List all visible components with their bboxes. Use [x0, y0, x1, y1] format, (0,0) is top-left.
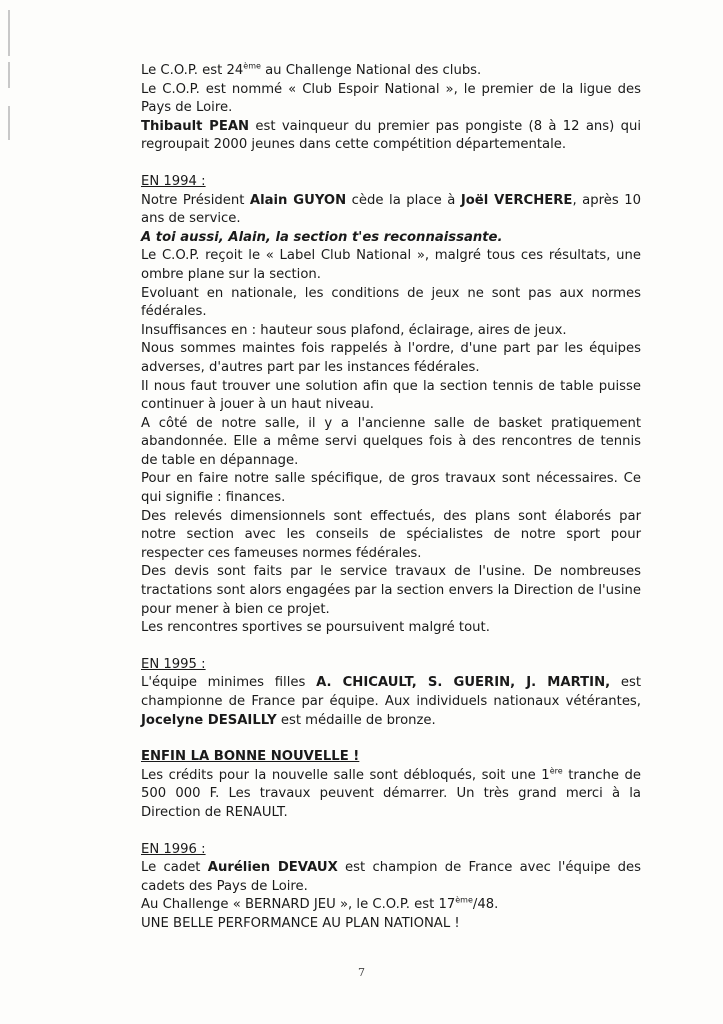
paragraph	[141, 859, 641, 896]
paragraph: Des devis sont faits par le service travaux de l'usine. De nombreuses tractations sont alors engagées par la section envers la Direction de l'usine pour mener à bien ce projet.	[141, 564, 641, 617]
person-name: Jocelyne DESAILLY	[141, 712, 277, 728]
section-title-bonne-nouvelle: ENFIN LA BONNE NOUVELLE !	[141, 749, 360, 765]
paragraph	[141, 674, 641, 730]
scan-edge-mark	[8, 62, 10, 88]
intro-line-1	[141, 62, 641, 81]
intro-line-2: Le C.O.P. est nommé « Club Espoir National », le premier de la ligue des Pays de Loire.	[141, 81, 641, 116]
section-title-1995: EN 1995 :	[141, 656, 206, 672]
closing-line: UNE BELLE PERFORMANCE AU PLAN NATIONAL !	[141, 915, 460, 931]
paragraph: A côté de notre salle, il y a l'ancienne salle de basket pratiquement abandonnée. Elle a même servi quelques fois à des rencontres de tennis de table en dépannage.	[141, 415, 641, 468]
text: est champion de France avec l'équipe des cadets des Pays de Loire.	[141, 860, 641, 894]
page-number: 7	[358, 966, 365, 979]
paragraph: Evoluant en nationale, les conditions de jeux ne sont pas aux normes fédérales.	[141, 285, 641, 320]
tribute-line: A toi aussi, Alain, la section t'es reconnaissante.	[141, 229, 503, 245]
scan-edge-mark	[8, 10, 10, 56]
paragraph	[141, 896, 641, 915]
text: Le cadet	[141, 860, 208, 876]
intro-line-3	[141, 118, 641, 155]
person-name: Aurélien DEVAUX	[207, 860, 338, 876]
section-title-1994: EN 1994 :	[141, 173, 206, 189]
paragraph	[141, 767, 641, 823]
text: L'équipe minimes filles	[141, 675, 317, 691]
superscript: ème	[243, 61, 261, 71]
text: cède la place à	[346, 192, 461, 208]
paragraph	[141, 192, 641, 229]
paragraph: Pour en faire notre salle spécifique, de gros travaux sont nécessaires. Ce qui signifie : finances.	[141, 471, 641, 506]
scan-edge-mark	[8, 106, 10, 140]
text: est médaille de bronze.	[276, 712, 436, 728]
person-names: A. CHICAULT, S. GUERIN, J. MARTIN,	[316, 675, 611, 691]
person-name: Thibault PEAN	[141, 118, 250, 134]
person-name: Joël VERCHERE	[460, 192, 573, 208]
text: Au Challenge « BERNARD JEU », le C.O.P. est 17	[141, 897, 456, 913]
person-name: Alain GUYON	[249, 192, 347, 208]
superscript: ère	[549, 766, 563, 776]
text: est vainqueur du premier pas pongiste (8 à 12 ans) qui regroupait 2000 jeunes dans cette compétition départementale.	[141, 118, 641, 153]
text: /48.	[472, 897, 499, 913]
text: Les crédits pour la nouvelle salle sont débloqués, soit une 1	[141, 767, 550, 783]
text: tranche de 500 000 F. Les travaux peuvent démarrer. Un très grand merci à la Direction de RENAULT.	[141, 767, 642, 820]
superscript: ème	[455, 895, 473, 905]
paragraph: Insuffisances en : hauteur sous plafond, éclairage, aires de jeux.	[141, 322, 567, 338]
text: au Challenge National des clubs.	[260, 63, 482, 78]
paragraph: Des relevés dimensionnels sont effectués, des plans sont élaborés par notre section avec les conseils de spécialistes de notre sport pour respecter ces fameuses normes fédérales.	[141, 508, 641, 561]
document-body	[141, 62, 641, 934]
text: est championne de France par équipe. Aux individuels nationaux vétérantes,	[141, 675, 641, 709]
text: Notre Président	[141, 192, 250, 208]
section-title-1996: EN 1996 :	[141, 841, 206, 857]
paragraph: Il nous faut trouver une solution afin que la section tennis de table puisse continuer à jouer à un haut niveau.	[141, 378, 641, 413]
paragraph: Nous sommes maintes fois rappelés à l'ordre, d'une part par les équipes adverses, d'autres part par les instances fédérales.	[141, 341, 641, 375]
text: Le C.O.P. est 24	[141, 63, 244, 78]
paragraph: Les rencontres sportives se poursuivent malgré tout.	[141, 620, 490, 636]
paragraph: Le C.O.P. reçoit le « Label Club National », malgré tous ces résultats, une ombre plane sur la section.	[141, 248, 641, 282]
text: , après 10 ans de service.	[141, 192, 641, 227]
